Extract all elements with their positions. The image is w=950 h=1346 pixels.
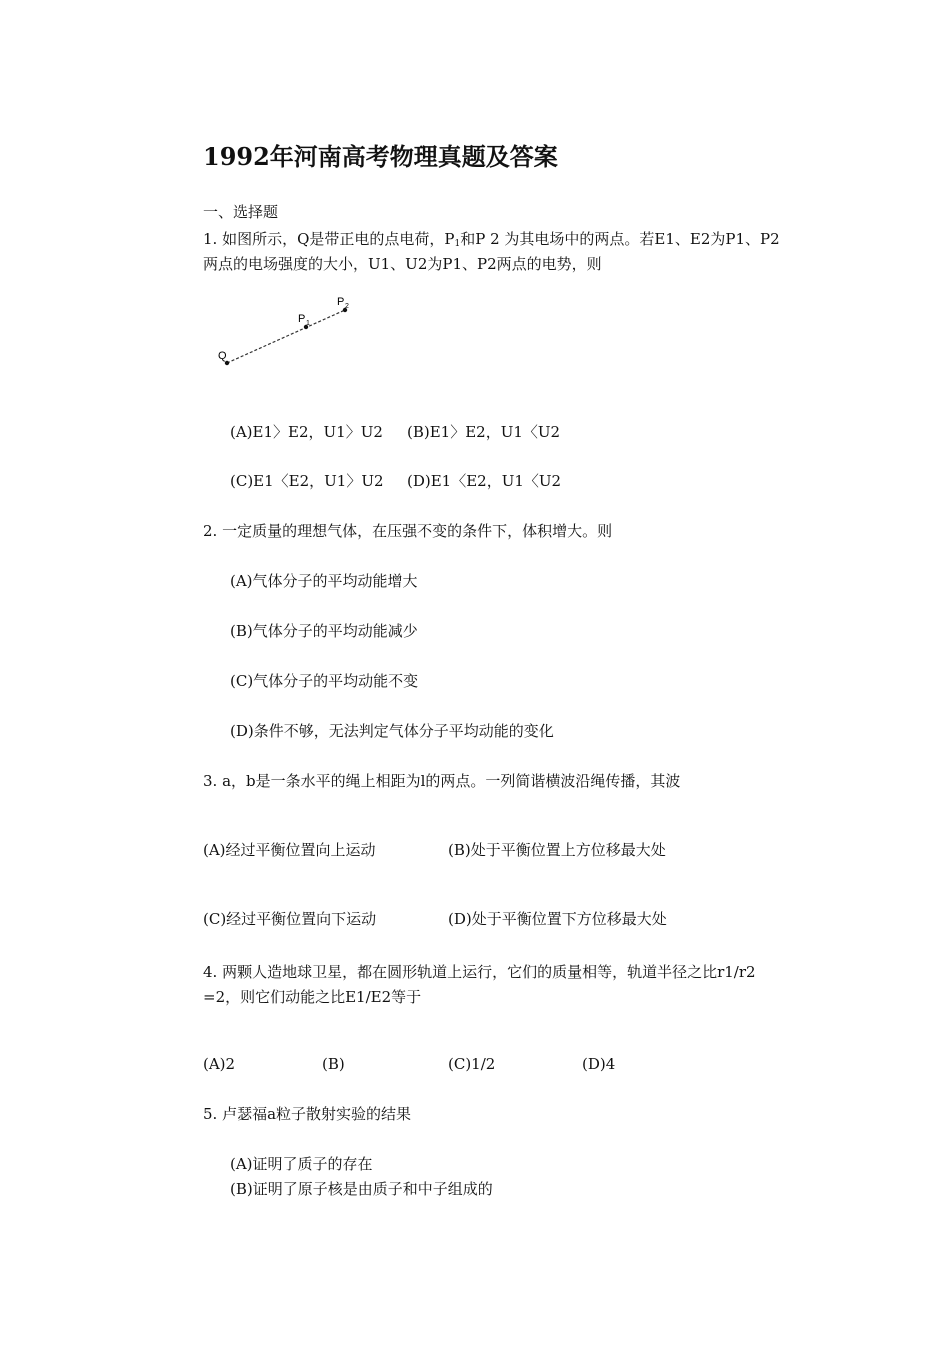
q1-option-b: (B)E1〉E2，U1〈U2 xyxy=(407,423,561,441)
q3-option-c: (C)经过平衡位置向下运动 xyxy=(203,910,377,928)
q3-option-d: (D)处于平衡位置下方位移最大处 xyxy=(448,910,667,928)
q4-option-b: (B) xyxy=(322,1055,345,1073)
q1-option-a: (A)E1〉E2，U1〉U2 xyxy=(230,423,383,441)
q4-option-a: (A)2 xyxy=(203,1055,236,1073)
q1-stem-subscript: 1 xyxy=(454,239,461,249)
q1-field-figure xyxy=(215,293,365,371)
field-line xyxy=(227,310,345,363)
label-p2: P xyxy=(337,296,345,308)
q2-option-d: (D)条件不够，无法判定气体分子平均动能的变化 xyxy=(230,722,554,740)
q4-stem-line1: 4. 两颗人造地球卫星，都在圆形轨道上运行，它们的质量相等，轨道半径之比r1/r2 xyxy=(203,963,756,981)
q5-stem: 5. 卢瑟福a粒子散射实验的结果 xyxy=(203,1105,412,1123)
q3-option-b: (B)处于平衡位置上方位移最大处 xyxy=(448,841,666,859)
section-heading: 一、选择题 xyxy=(203,203,279,221)
q5-option-a: (A)证明了质子的存在 xyxy=(230,1155,373,1173)
q1-option-d: (D)E1〈E2，U1〈U2 xyxy=(407,472,562,490)
label-p2-sub: 2 xyxy=(345,303,349,310)
q1-stem-part-b: 和P 2 为其电场中的两点。若E1、E2为P1、P2 xyxy=(460,230,780,248)
q3-option-a: (A)经过平衡位置向上运动 xyxy=(203,841,376,859)
q4-option-c: (C)1/2 xyxy=(448,1055,496,1073)
q4-stem-line2: =2，则它们动能之比E1/E2等于 xyxy=(203,988,422,1006)
q2-option-b: (B)气体分子的平均动能减少 xyxy=(230,622,418,640)
q5-option-b: (B)证明了原子核是由质子和中子组成的 xyxy=(230,1180,493,1198)
q2-option-a: (A)气体分子的平均动能增大 xyxy=(230,572,418,590)
label-p1-sub: 1 xyxy=(306,320,310,327)
q4-option-d: (D)4 xyxy=(582,1055,616,1073)
q2-stem: 2. 一定质量的理想气体，在压强不变的条件下，体积增大。则 xyxy=(203,522,613,540)
label-q: Q xyxy=(218,350,227,362)
q1-option-c: (C)E1〈E2，U1〉U2 xyxy=(230,472,384,490)
q2-option-c: (C)气体分子的平均动能不变 xyxy=(230,672,419,690)
q1-stem-line1 xyxy=(203,229,780,254)
document-title: 1992年河南高考物理真题及答案 xyxy=(203,142,558,171)
label-p1: P xyxy=(298,313,306,325)
q3-stem: 3. a，b是一条水平的绳上相距为l的两点。一列简谐横波沿绳传播，其波 xyxy=(203,772,681,790)
q1-stem-part-a: 1. 如图所示，Q是带正电的点电荷，P xyxy=(203,230,455,248)
q1-stem-line2: 两点的电场强度的大小，U1、U2为P1、P2两点的电势，则 xyxy=(203,255,602,273)
